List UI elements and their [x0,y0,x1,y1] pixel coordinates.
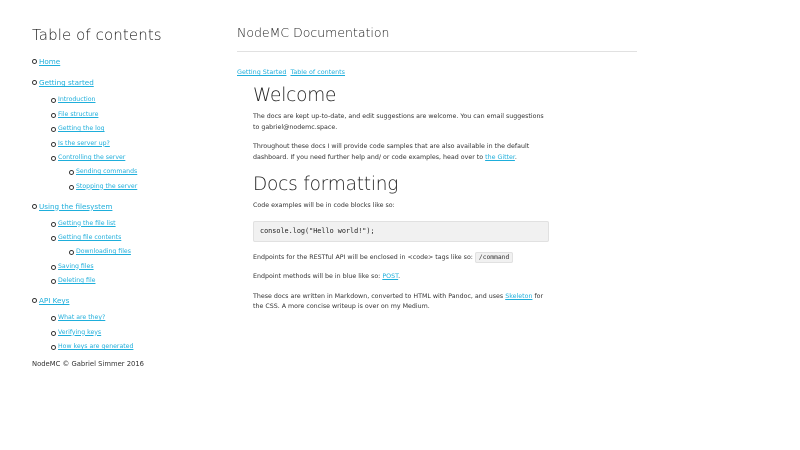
toc-item-home [32,57,222,66]
toc-item-file-structure [51,111,222,118]
toc-item-filesystem [32,202,222,285]
toc-link-getting-started[interactable]: Getting started [39,78,94,87]
toc-item-deleting-file [51,277,222,284]
formatting-paragraph-1: Code examples will be in code blocks like so: [253,202,395,209]
sidebar [32,26,222,362]
title-divider [237,51,637,52]
formatting-paragraph-2 [253,253,549,264]
formatting-paragraph-3 [253,272,549,283]
toc-item-downloading-files [69,248,222,255]
toc-link-keys-generated[interactable]: How keys are generated [58,343,134,350]
toc-item-verifying-keys [51,329,222,336]
code-example-block: console.log("Hello world!"); [253,221,549,242]
toc-link-file-list[interactable]: Getting the file list [58,219,116,227]
welcome-paragraph-1: The docs are kept up-to-date, and edit suggestions are welcome. You can email suggestions to gabriel@nodemc.space. [253,113,544,131]
toc-link-what-are-they[interactable]: What are they? [58,314,106,321]
toc-item-introduction [51,96,222,103]
markdown-text: These docs are written in Markdown, converted to HTML with Pandoc, and uses [253,292,506,300]
toc-link-file-structure[interactable]: File structure [58,110,99,118]
toc-item-getting-the-log [51,125,222,132]
toc-item-sending-commands [69,168,222,175]
breadcrumb [237,68,637,76]
skeleton-link[interactable]: Skeleton [505,292,533,300]
toc-item-what-are-they [51,314,222,321]
toc-link-home[interactable]: Home [39,57,61,66]
toc-link-introduction[interactable]: Introduction [58,96,96,103]
toc-link-controlling-server[interactable]: Controlling the server [58,154,126,161]
toc-item-stopping-server [69,183,222,190]
toc-item-file-list [51,220,222,227]
method-text-end: . [398,273,401,280]
breadcrumb-table-of-contents[interactable]: Table of contents [290,68,346,76]
post-link[interactable]: POST [382,273,399,280]
inline-code-command: /command [475,252,513,263]
toc-title: Table of contents [32,26,162,44]
formatting-heading: Docs formatting [253,174,399,195]
toc-list [32,57,222,350]
endpoint-text: Endpoints for the RESTful API will be enclosed in <code> tags like so: [253,253,475,261]
main-content [237,22,637,322]
article [253,85,549,313]
toc-link-api-keys[interactable]: API Keys [39,296,70,305]
toc-link-getting-the-log[interactable]: Getting the log [58,125,105,132]
toc-link-stopping-server[interactable]: Stopping the server [76,182,138,190]
toc-item-getting-started [32,78,222,190]
toc-item-saving-files [51,263,222,270]
welcome-heading: Welcome [253,85,337,106]
toc-link-sending-commands[interactable]: Sending commands [76,168,138,175]
toc-item-keys-generated [51,343,222,350]
footer-copyright: NodeMC © Gabriel Simmer 2016 [32,360,145,368]
page-title: NodeMC Documentation [237,25,390,40]
toc-item-controlling-server [51,154,222,190]
welcome-p2-text: Throughout these docs I will provide code samples that are also available in the default dashboard. If you need further help and/ or code examples, head over to [253,143,530,161]
toc-link-downloading-files[interactable]: Downloading files [76,248,131,255]
toc-item-api-keys [32,296,222,350]
welcome-p2-end: . [514,153,517,161]
method-text: Endpoint methods will be in blue like so: [253,273,383,280]
toc-link-saving-files[interactable]: Saving files [58,262,94,270]
toc-item-file-contents [51,234,222,255]
gitter-link[interactable]: the Gitter [485,153,515,161]
welcome-paragraph-2 [253,142,549,163]
toc-link-verifying-keys[interactable]: Verifying keys [58,328,102,336]
toc-link-filesystem[interactable]: Using the filesystem [39,201,113,211]
formatting-paragraph-4 [253,292,549,313]
toc-item-server-up [51,140,222,147]
markdown-text-end: for the CSS. A more concise writeup is over on my Medium. [253,292,544,310]
breadcrumb-getting-started[interactable]: Getting Started [237,68,287,76]
toc-link-deleting-file[interactable]: Deleting file [58,277,96,284]
toc-link-server-up[interactable]: Is the server up? [58,139,110,147]
toc-link-file-contents[interactable]: Getting file contents [58,234,122,241]
